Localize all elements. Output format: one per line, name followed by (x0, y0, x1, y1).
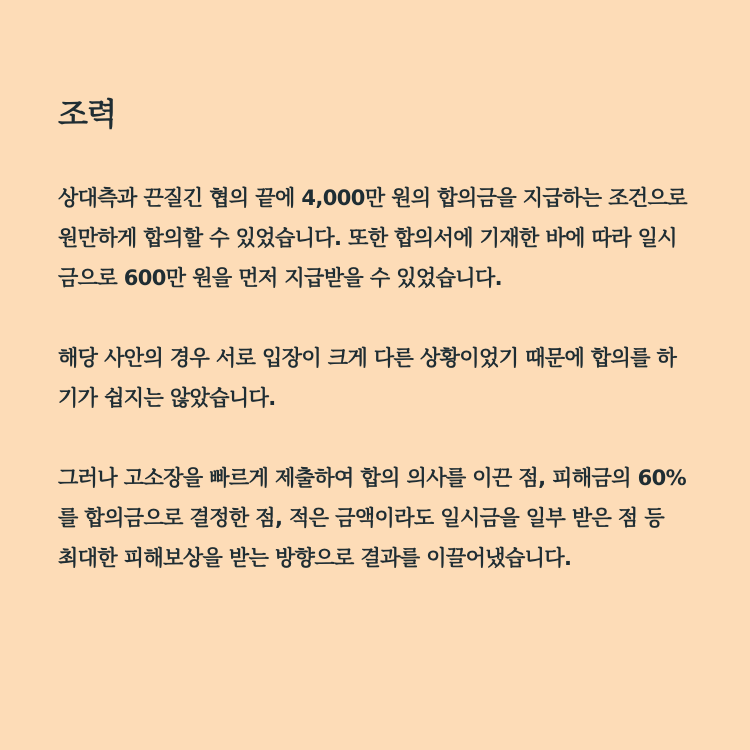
paragraph-difficulty: 해당 사안의 경우 서로 입장이 크게 다른 상황이었기 때문에 합의를 하기가 쉽지는 않았습니다. (58, 346, 677, 410)
paragraph-settlement: 상대측과 끈질긴 협의 끝에 4,000만 원의 합의금을 지급하는 조건으로 원만하게 합의할 수 있었습니다. 또한 합의서에 기재한 바에 따라 일시금으로 600만 원을 먼저 지급받을 수 있었습니다. (58, 186, 687, 290)
section-title: 조력 (58, 97, 116, 133)
paragraph-outcome: 그러나 고소장을 빠르게 제출하여 합의 의사를 이끈 점, 피해금의 60%를 합의금으로 결정한 점, 적은 금액이라도 일시금을 일부 받은 점 등 최대한 피해보상을 받는 방향으로 결과를 이끌어냈습니다. (58, 466, 687, 570)
body-content (58, 178, 690, 578)
